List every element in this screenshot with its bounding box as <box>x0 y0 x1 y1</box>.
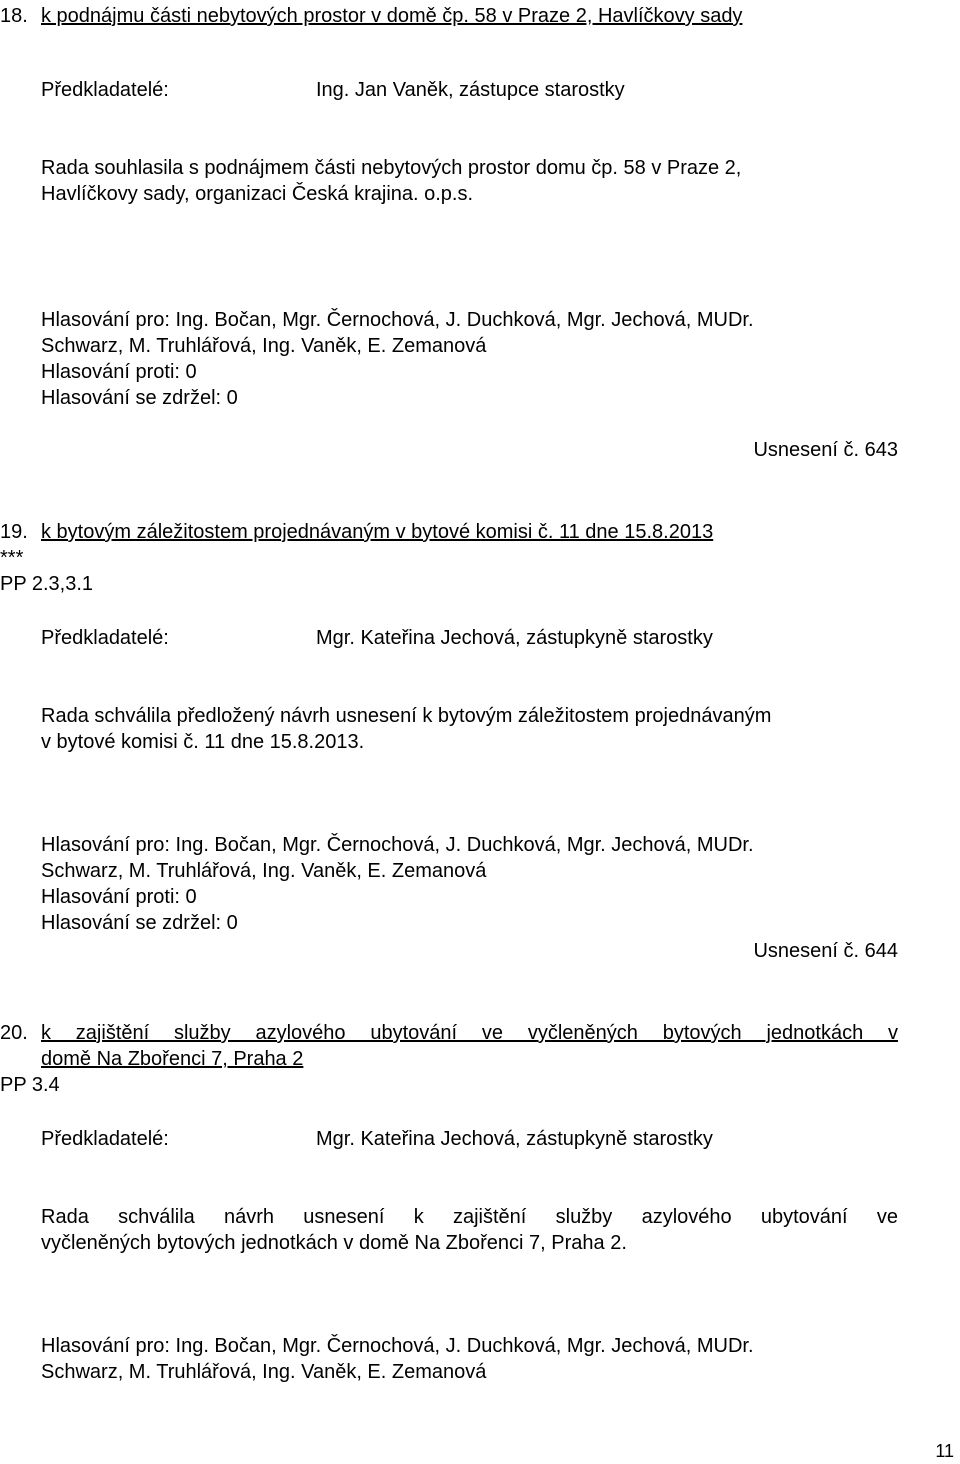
item-19-vote-against: Hlasování proti: 0 <box>41 886 197 908</box>
item-19-vote-for-line-1: Hlasování pro: Ing. Bočan, Mgr. Černochová, J. Duchková, Mgr. Jechová, MUDr. <box>41 834 754 856</box>
item-18-title: k podnájmu části nebytových prostor v domě čp. 58 v Praze 2, Havlíčkovy sady <box>41 5 743 27</box>
item-18-resolution-line-1: Rada souhlasila s podnájmem části nebytových prostor domu čp. 58 v Praze 2, <box>41 157 742 179</box>
item-20-ref: PP 3.4 <box>0 1074 60 1096</box>
item-19-number: 19. <box>0 521 28 543</box>
item-20-presenter: Mgr. Kateřina Jechová, zástupkyně starostky <box>316 1128 713 1150</box>
item-18-resolution-line-2: Havlíčkovy sady, organizaci Česká krajina. o.p.s. <box>41 183 474 205</box>
item-20-number: 20. <box>0 1022 28 1044</box>
item-20-resolution-line-2: vyčleněných bytových jednotkách v domě Na Zbořenci 7, Praha 2. <box>41 1232 627 1254</box>
item-19-ref: PP 2.3,3.1 <box>0 573 94 595</box>
item-19-resolution-line-1: Rada schválila předložený návrh usnesení k bytovým záležitostem projednávaným <box>41 705 772 727</box>
item-19-title: k bytovým záležitostem projednávaným v bytové komisi č. 11 dne 15.8.2013 <box>41 521 714 543</box>
item-19-vote-abstain: Hlasování se zdržel: 0 <box>41 912 238 934</box>
page-number: 11 <box>935 1441 954 1461</box>
item-19-resolution-number: Usnesení č. 644 <box>753 940 898 962</box>
item-18-presenter-label: Předkladatelé: <box>41 79 169 101</box>
item-20-resolution-line-1: Rada schválila návrh usnesení k zajištění služby azylového ubytování ve <box>41 1206 898 1228</box>
item-18-vote-abstain: Hlasování se zdržel: 0 <box>41 387 238 409</box>
item-18-number: 18. <box>0 5 28 27</box>
item-19-vote-for-line-2: Schwarz, M. Truhlářová, Ing. Vaněk, E. Zemanová <box>41 860 487 882</box>
item-19-presenter-label: Předkladatelé: <box>41 627 169 649</box>
item-18-vote-for-line-2: Schwarz, M. Truhlářová, Ing. Vaněk, E. Zemanová <box>41 335 487 357</box>
item-19-resolution-line-2: v bytové komisi č. 11 dne 15.8.2013. <box>41 731 365 753</box>
item-18-vote-for-line-1: Hlasování pro: Ing. Bočan, Mgr. Černochová, J. Duchková, Mgr. Jechová, MUDr. <box>41 309 754 331</box>
item-18-presenter: Ing. Jan Vaněk, zástupce starostky <box>316 79 625 101</box>
item-20-presenter-label: Předkladatelé: <box>41 1128 169 1150</box>
item-19-marker: *** <box>0 547 24 569</box>
item-20-vote-for-line-1: Hlasování pro: Ing. Bočan, Mgr. Černochová, J. Duchková, Mgr. Jechová, MUDr. <box>41 1335 754 1357</box>
item-20-title-line-1: k zajištění služby azylového ubytování ve vyčleněných bytových jednotkách v <box>41 1022 898 1044</box>
item-18-resolution-number: Usnesení č. 643 <box>753 439 898 461</box>
item-20-vote-for-line-2: Schwarz, M. Truhlářová, Ing. Vaněk, E. Zemanová <box>41 1361 487 1383</box>
item-19-presenter: Mgr. Kateřina Jechová, zástupkyně starostky <box>316 627 713 649</box>
item-18-vote-against: Hlasování proti: 0 <box>41 361 197 383</box>
item-20-title-line-2: domě Na Zbořenci 7, Praha 2 <box>41 1048 304 1070</box>
